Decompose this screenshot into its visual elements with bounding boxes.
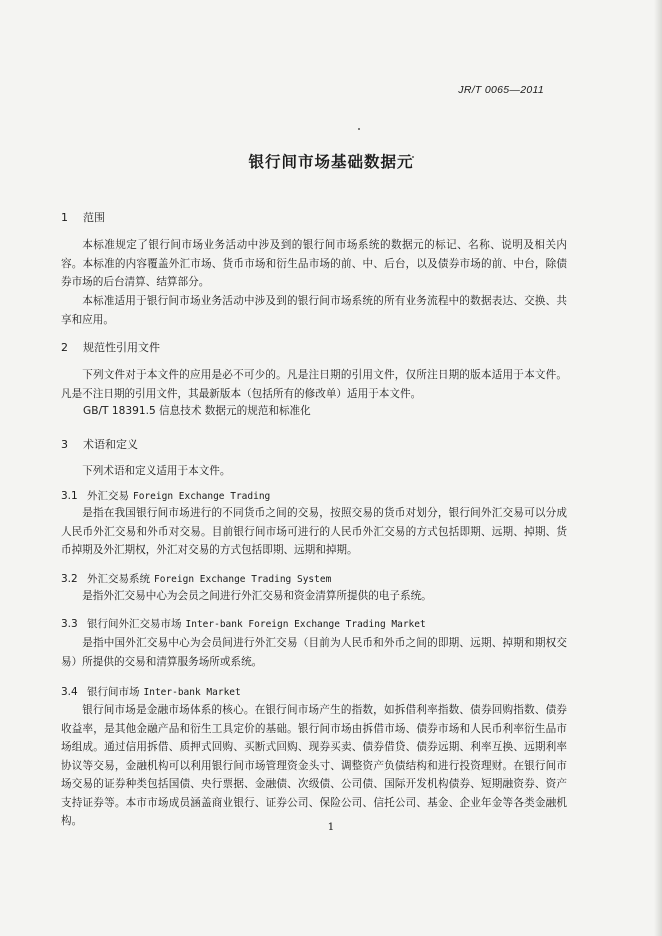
term-3-4-heading (61, 684, 241, 699)
term-number: 3.2 (61, 573, 78, 585)
scan-edge-shadow (654, 0, 662, 936)
scan-speck (358, 128, 360, 130)
term-3-3-definition: 是指中国外汇交易中心为会员间进行外汇交易（目前为人民币和外币之间的即期、远期、掉期和期权交易）所提供的交易和清算服务场所或系统。 (61, 637, 567, 668)
section-3-intro: 下列术语和定义适用于本文件。 (82, 465, 231, 477)
term-3-2-definition: 是指外汇交易中心为会员之间进行外汇交易和资金清算所提供的电子系统。 (82, 590, 432, 602)
term-en: Inter-bank Market (143, 687, 241, 698)
standard-code: JR/T 0065—2011 (458, 84, 544, 96)
term-en: Foreign Exchange Trading System (154, 574, 332, 585)
term-en: Inter-bank Foreign Exchange Trading Market (185, 619, 426, 630)
normative-reference: GB/T 18391.5 信息技术 数据元的规范和标准化 (83, 405, 311, 417)
section-1-paragraph-2: 本标准适用于银行间市场业务活动中涉及到的银行间市场系统的所有业务流程中的数据表达、交换、共享和应用。 (61, 295, 567, 326)
section-title: 规范性引用文件 (83, 341, 160, 354)
section-number: 1 (61, 211, 68, 224)
term-cn: 外汇交易 (87, 490, 129, 502)
term-3-2-heading (61, 571, 331, 586)
section-3-heading (61, 436, 138, 452)
term-3-4-definition: 银行间市场是金融市场体系的核心。在银行间市场产生的指数，如拆借利率指数、债券回购指数、债券收益率，是其他金融产品和衍生工具定价的基础。银行间市场由拆借市场、债券市场和人民币利率衍生品市场组成。通过信用拆借、质押式回购、买断式回购、现券买卖、债券借贷、债券远期、利率互换、远期利率协议等交易，金融机构可以利用银行间市场管理资金头寸、调整资产负债结构和进行投资理财。在银行间市场交易的证券种类包括国债、央行票据、金融债、次级债、公司债、国际开发机构债券、短期融资券、资产支持证券等。本市市场成员涵盖商业银行、证券公司、保险公司、信托公司、基金、企业年金等各类金融机构。 (61, 704, 567, 827)
term-number: 3.4 (61, 686, 78, 698)
term-cn: 银行间市场 (87, 686, 140, 698)
section-title: 术语和定义 (83, 438, 138, 451)
section-title: 范围 (83, 211, 105, 224)
page-number: 1 (327, 821, 335, 833)
term-en: Foreign Exchange Trading (133, 491, 271, 502)
term-cn: 银行间外汇交易市场 (87, 618, 182, 630)
section-1-heading (61, 209, 105, 225)
term-number: 3.1 (61, 490, 78, 502)
term-number: 3.3 (61, 618, 78, 630)
term-3-1-heading (61, 488, 270, 503)
section-1-paragraph-1: 本标准规定了银行间市场业务活动中涉及到的银行间市场系统的数据元的标记、名称、说明及相关内容。本标准的内容覆盖外汇市场、货币市场和衍生品市场的前、中、后台，以及债券市场的前、中台，除债券市场的后台清算、结算部分。 (61, 239, 567, 288)
section-2-paragraph-1: 下列文件对于本文件的应用是必不可少的。凡是注日期的引用文件，仅所注日期的版本适用于本文件。凡是不注日期的引用文件，其最新版本（包括所有的修改单）适用于本文件。 (61, 369, 567, 400)
term-cn: 外汇交易系统 (87, 573, 150, 585)
term-3-1-definition: 是指在我国银行间市场进行的不同货币之间的交易，按照交易的货币对划分，银行间外汇交易可以分成人民币外汇交易和外币对交易。目前银行间市场可进行的人民币外汇交易的方式包括即期、远期、掉期、货币掉期及外汇期权，外汇对交易的方式包括即期、远期和掉期。 (61, 507, 567, 556)
section-number: 3 (61, 438, 68, 451)
term-3-3-heading (61, 616, 426, 631)
document-title: 银行间市场基础数据元 (248, 153, 414, 171)
section-number: 2 (61, 341, 68, 354)
section-2-heading (61, 339, 160, 355)
